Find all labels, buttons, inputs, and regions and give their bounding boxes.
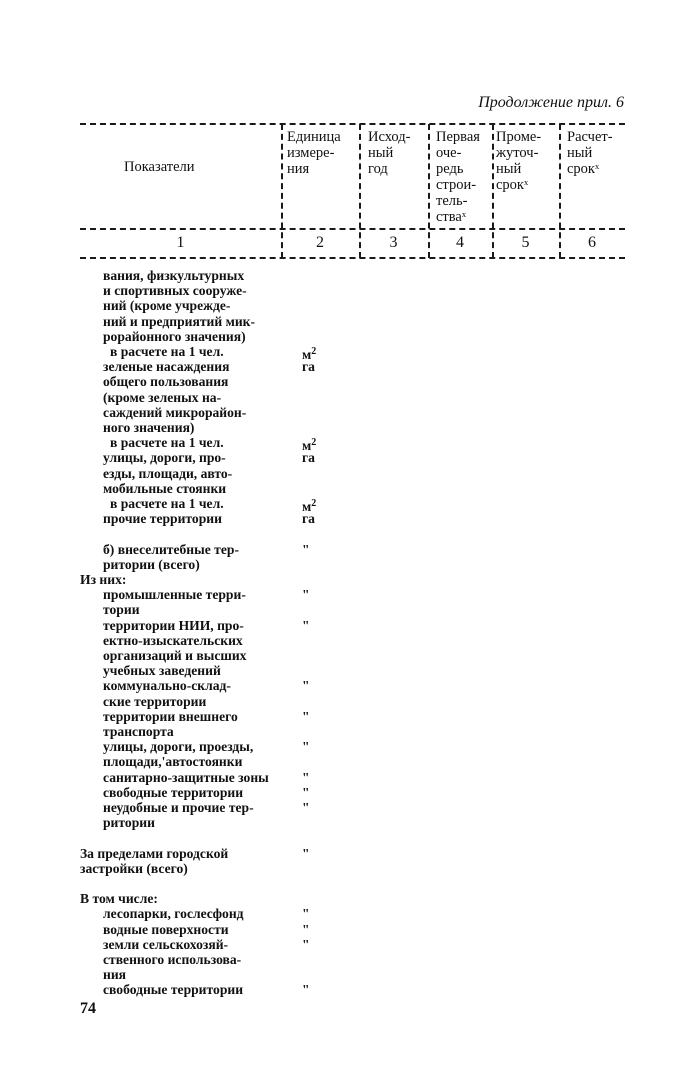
row-unit: " bbox=[302, 708, 310, 724]
row-label: санитарно-защитные зоны bbox=[103, 769, 269, 785]
row-unit: " bbox=[302, 936, 310, 952]
table-row bbox=[0, 694, 700, 710]
table-row bbox=[0, 663, 700, 679]
table-row bbox=[0, 846, 700, 862]
row-unit: га bbox=[302, 511, 315, 527]
row-label: водные поверхности bbox=[103, 921, 229, 937]
row-label: В том числе: bbox=[80, 891, 158, 907]
column-number: 6 bbox=[588, 234, 596, 251]
row-label: саждений микрорайон- bbox=[103, 404, 247, 420]
row-unit: " bbox=[302, 800, 310, 815]
row-unit: " bbox=[302, 541, 310, 557]
column-number: 3 bbox=[389, 234, 398, 251]
row-label: вания, физкультурных bbox=[103, 268, 245, 283]
row-label: б) внеселитебные тер- bbox=[103, 541, 239, 557]
table-row bbox=[0, 967, 700, 983]
table-row bbox=[0, 557, 700, 573]
row-label: ния bbox=[103, 967, 127, 983]
row-unit: га bbox=[302, 450, 315, 466]
header-intermediate-term: Проме- жуточ- ный срокˣ bbox=[496, 129, 542, 193]
table-row bbox=[0, 344, 700, 360]
row-label: тории bbox=[103, 602, 140, 618]
table-row bbox=[0, 815, 700, 831]
row-unit: " bbox=[302, 784, 310, 800]
table-row bbox=[0, 830, 700, 846]
table-row bbox=[0, 420, 700, 436]
row-label: мобильные стоянки bbox=[103, 480, 227, 496]
table-row bbox=[0, 374, 700, 390]
table-row bbox=[0, 709, 700, 725]
row-label: коммунально-склад- bbox=[103, 678, 231, 694]
table-row bbox=[0, 724, 700, 740]
column-number: 1 bbox=[176, 234, 185, 251]
row-unit: га bbox=[302, 359, 315, 375]
row-unit: " bbox=[302, 739, 310, 755]
row-label: свободные территории bbox=[103, 982, 244, 998]
table-row bbox=[0, 268, 700, 284]
table-row bbox=[0, 359, 700, 375]
table-row bbox=[0, 618, 700, 634]
continuation-caption: Продолжение прил. 6 bbox=[478, 94, 624, 111]
row-label: в расчете на 1 чел. bbox=[110, 344, 224, 359]
table-row bbox=[0, 785, 700, 801]
row-label: и спортивных сооруже- bbox=[103, 283, 247, 299]
row-label: учебных заведений bbox=[103, 663, 221, 679]
table-row bbox=[0, 511, 700, 527]
row-label: ного значения) bbox=[103, 420, 195, 435]
table-row bbox=[0, 754, 700, 770]
table-row bbox=[0, 298, 700, 314]
table-row bbox=[0, 542, 700, 558]
header-bottom-rule bbox=[80, 228, 625, 230]
table-row bbox=[0, 602, 700, 618]
row-label: зеленые насаждения bbox=[103, 359, 230, 375]
row-label: ритории (всего) bbox=[103, 556, 200, 572]
row-label: улицы, дороги, проезды, bbox=[103, 739, 254, 755]
row-label: ские территории bbox=[103, 693, 207, 709]
table-row bbox=[0, 633, 700, 649]
table-row bbox=[0, 876, 700, 892]
row-label: улицы, дороги, про- bbox=[103, 450, 226, 466]
table-row bbox=[0, 496, 700, 512]
row-label: территории внешнего bbox=[103, 708, 238, 724]
table-row bbox=[0, 861, 700, 877]
numbers-bottom-rule bbox=[80, 257, 625, 259]
header-first-stage: Первая оче- редь строи- тель- стваˣ bbox=[436, 129, 480, 225]
row-label: организаций и высших bbox=[103, 648, 247, 663]
row-label: в расчете на 1 чел. bbox=[110, 435, 224, 451]
table-row bbox=[0, 435, 700, 454]
row-label: ний (кроме учрежде- bbox=[103, 298, 231, 314]
table-row bbox=[0, 739, 700, 755]
table-row bbox=[0, 390, 700, 406]
table-row bbox=[0, 891, 700, 907]
row-label: площади,'автостоянки bbox=[103, 754, 243, 770]
row-unit: $м^2$ bbox=[302, 346, 317, 362]
row-label: общего пользования bbox=[103, 374, 229, 390]
row-unit: " bbox=[302, 587, 310, 603]
row-label: Из них: bbox=[80, 572, 127, 587]
row-label: рорайонного значения) bbox=[103, 328, 246, 344]
table-row bbox=[0, 587, 700, 603]
table-row bbox=[0, 314, 700, 330]
row-label: езды, площади, авто- bbox=[103, 465, 233, 481]
table-top-rule bbox=[80, 123, 625, 125]
row-unit: " bbox=[302, 906, 310, 922]
row-unit: " bbox=[302, 617, 310, 633]
row-label: ритории bbox=[103, 815, 155, 831]
table-row bbox=[0, 800, 700, 816]
row-label: прочие территории bbox=[103, 511, 222, 527]
row-unit: " bbox=[302, 678, 310, 694]
row-unit: " bbox=[302, 845, 310, 861]
table-row bbox=[0, 982, 700, 998]
row-label: застройки (всего) bbox=[80, 860, 188, 876]
row-unit: " bbox=[302, 921, 310, 937]
row-label: промышленные терри- bbox=[103, 587, 246, 603]
row-label: лесопарки, гослесфонд bbox=[103, 906, 244, 922]
table-row bbox=[0, 648, 700, 664]
row-label: ний и предприятий мик- bbox=[103, 313, 256, 329]
row-label: свободные территории bbox=[103, 784, 244, 800]
row-label: территории НИИ, про- bbox=[103, 617, 244, 633]
row-label: ектно-изыскательских bbox=[103, 632, 243, 648]
header-calculated-term: Расчет- ный срокˣ bbox=[567, 129, 613, 177]
row-label: транспорта bbox=[103, 724, 174, 739]
row-label: неудобные и прочие тер- bbox=[103, 800, 254, 815]
table-row bbox=[0, 466, 700, 482]
table-row bbox=[0, 952, 700, 968]
table-row bbox=[0, 329, 700, 345]
row-label: ственного использова- bbox=[103, 952, 242, 967]
table-row bbox=[0, 906, 700, 922]
table-row bbox=[0, 405, 700, 421]
table-row bbox=[0, 572, 700, 588]
table-row bbox=[0, 937, 700, 953]
row-unit: $м^2$ bbox=[302, 437, 317, 454]
table-row bbox=[0, 678, 700, 694]
column-number: 5 bbox=[521, 234, 530, 251]
table-row bbox=[0, 481, 700, 497]
row-label: За пределами городской bbox=[80, 845, 229, 861]
table-row bbox=[0, 450, 700, 466]
header-base-year: Исход- ный год bbox=[368, 129, 411, 177]
table-row bbox=[0, 922, 700, 938]
page-number: 74 bbox=[80, 1000, 96, 1017]
table-row bbox=[0, 770, 700, 786]
row-unit: " bbox=[302, 982, 310, 998]
row-label: земли сельскохозяй- bbox=[103, 936, 229, 952]
row-unit: " bbox=[302, 769, 310, 785]
table-row bbox=[0, 526, 700, 542]
column-number: 2 bbox=[316, 234, 324, 251]
header-indicators: Показатели bbox=[124, 159, 195, 175]
table-row bbox=[0, 283, 700, 299]
header-unit: Единица измере- ния bbox=[287, 129, 341, 177]
row-unit: $м^2$ bbox=[302, 498, 317, 514]
row-label: в расчете на 1 чел. bbox=[110, 496, 224, 511]
row-label: (кроме зеленых на- bbox=[103, 389, 222, 405]
column-number: 4 bbox=[456, 234, 464, 251]
